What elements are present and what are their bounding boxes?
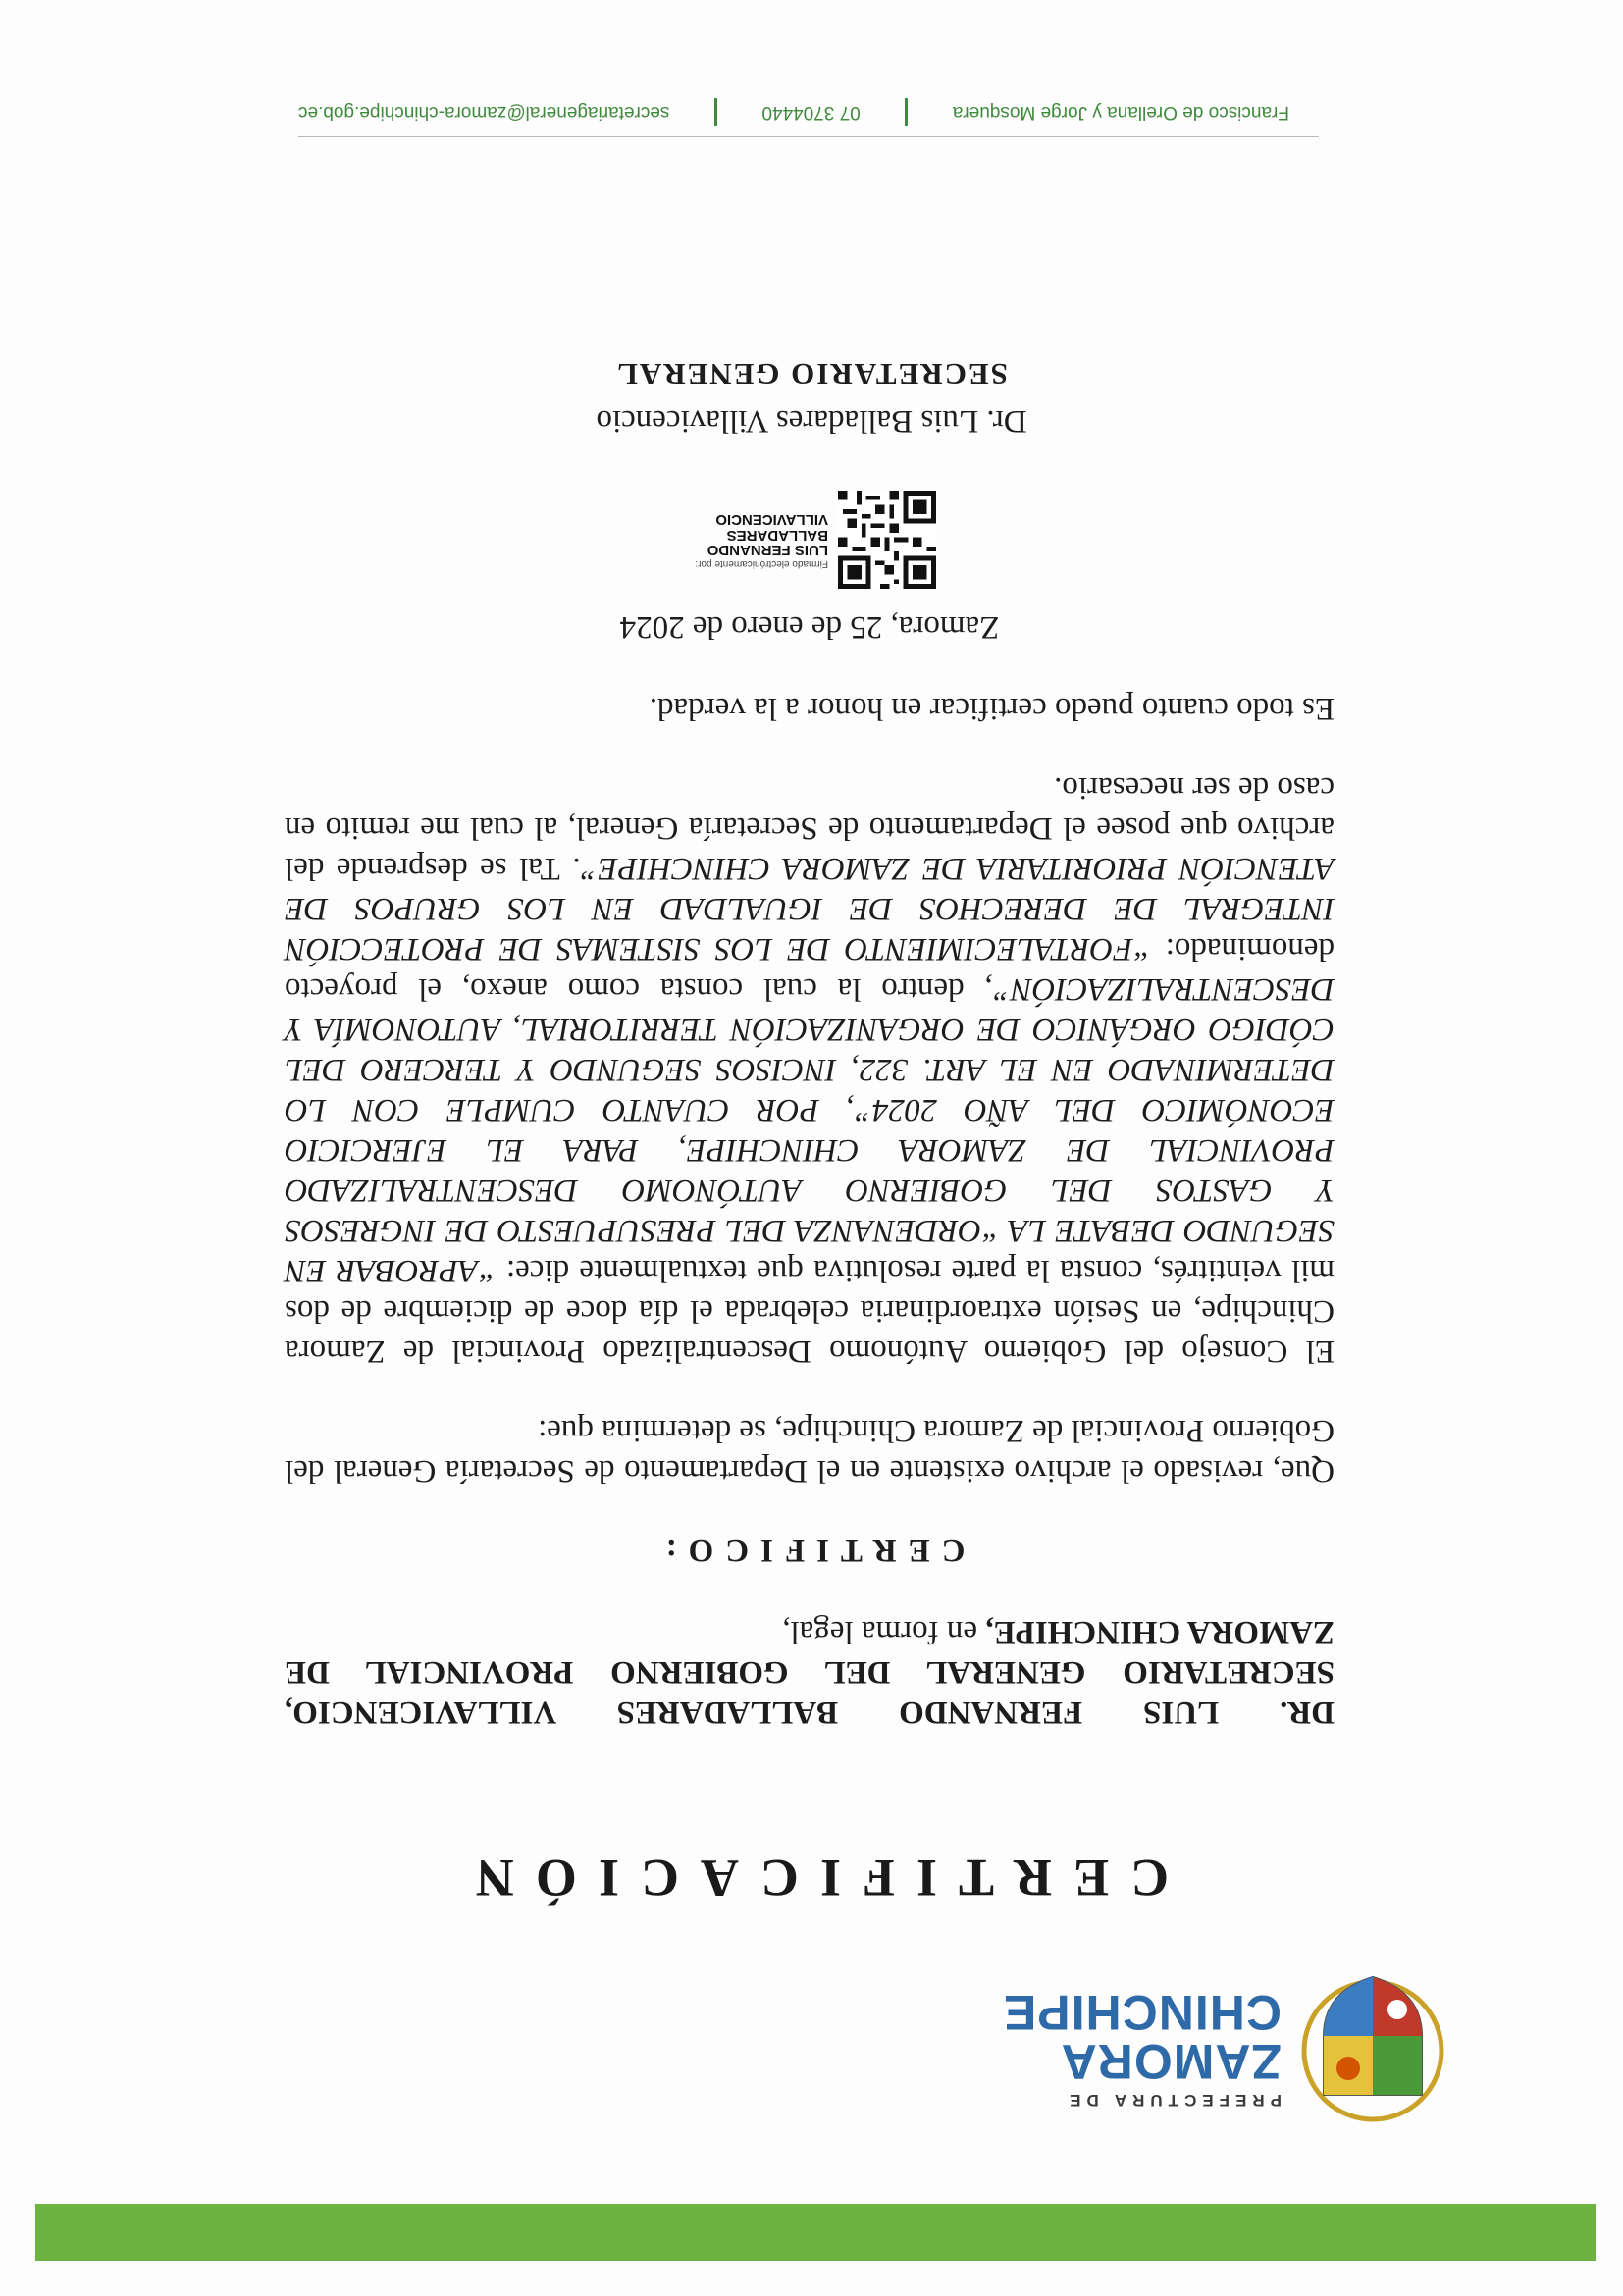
footer-separator [714, 98, 717, 126]
signer-name-1: LUIS FERNANDO [707, 542, 828, 559]
footer-email: secretariageneral@zamora-chinchipe.gob.ec [298, 102, 670, 123]
certifico-heading: CERTIFICO: [654, 1533, 966, 1568]
qr-code-icon [838, 491, 936, 589]
footer-address: Francisco de Orellana y Jorge Mosquera [952, 102, 1289, 123]
logo-line-chinchipe: CHINCHIPE [1002, 1985, 1282, 2040]
intro-name: DR. LUIS FERNANDO BALLADARES VILLAVICENCIO, SECRETARIO GENERAL DEL GOBIERNO PROVINCIAL DE ZAMORA CHINCHIPE, [285, 1614, 1335, 1730]
header-green-bar [35, 2204, 1596, 2261]
electronic-signature [695, 491, 936, 589]
footer [298, 98, 1289, 126]
intro-paragraph [285, 1611, 1335, 1732]
paragraph-2-mid: dentro la cual consta como anexo, el proyecto denominado: [285, 931, 1335, 1007]
document-date: Zamora, 25 de enero de 2024 [619, 609, 1000, 645]
signatory-role: SECRETARIO GENERAL [615, 357, 1008, 391]
project-name: “FORTALECIMIENTO DE LOS SISTEMAS DE PROTECCIÓN INTEGRAL DE DERECHOS DE IGUALDAD EN LOS GRUPOS DE ATENCIÓN PRIORITARIA DE ZAMORA CHINCHIPE”. [285, 851, 1335, 966]
intro-rest: en forma legal, [782, 1614, 978, 1649]
paragraph-2 [285, 767, 1335, 1371]
resolution-text: “APROBAR EN SEGUNDO DEBATE LA “ORDENANZA DEL PRESUPUESTO DE INGRESOS Y GASTOS DEL GOBIERNO AUTÓNOMO DESCENTRALIZADO PROVINCIAL DE ZAMORA CHINCHIPE, PARA EL EJERCICIO ECONÓMICO DEL AÑO 2024”, POR CUANTO CUMPLE CON LO DETERMINADO EN EL ART. 322, INCISOS SEGUNDO Y TERCERO DEL CÓDIGO ORGÁNICO DE ORGANIZACIÓN TERRITORIAL, AUTONOMÍA Y DESCENTRALIZACIÓN”, [285, 971, 1335, 1288]
closing-paragraph: Es todo cuanto puedo certificar en honor a la verdad. [649, 691, 1335, 726]
signatory-name: Dr. Luis Balladares Villavicencio [596, 403, 1027, 439]
signer-name-2: BALLADARES [726, 526, 828, 544]
footer-phone: 07 3704440 [761, 102, 861, 123]
footer-divider [298, 136, 1319, 137]
footer-separator [905, 98, 908, 126]
prefectura-logo [1003, 1967, 1446, 2129]
coat-of-arms-icon [1299, 1967, 1446, 2129]
signature-caption: Firmado electrónicamente por: [695, 557, 828, 569]
paragraph-2-end: Tal se desprende del archivo que posee el Departamento de Secretaría General, al cual me remito en caso de ser necesario. [284, 770, 1335, 886]
paragraph-1: Que, revisado el archivo existente en el Departamento de Secretaría General del Gobierno Provincial de Zamora Chinchipe, se determina que: [285, 1413, 1335, 1488]
paragraph-2-start: El Consejo del Gobierno Autónomo Descentralizado Provincial de Zamora Chinchipe, en Sesión extraordinaria celebrada el día doce de diciembre de dos mil veintitrés, consta la parte resolutiva que textualmente dice: [285, 1253, 1335, 1369]
document-body [285, 606, 1335, 1732]
logo-prefix: PREFECTURA DE [1064, 2091, 1282, 2110]
logo-line-zamora: ZAMORA [1060, 2034, 1282, 2089]
signer-name-3: VILLAVICENCIO [715, 510, 828, 528]
document-title: CERTIFICACIÓN [453, 1849, 1170, 1907]
